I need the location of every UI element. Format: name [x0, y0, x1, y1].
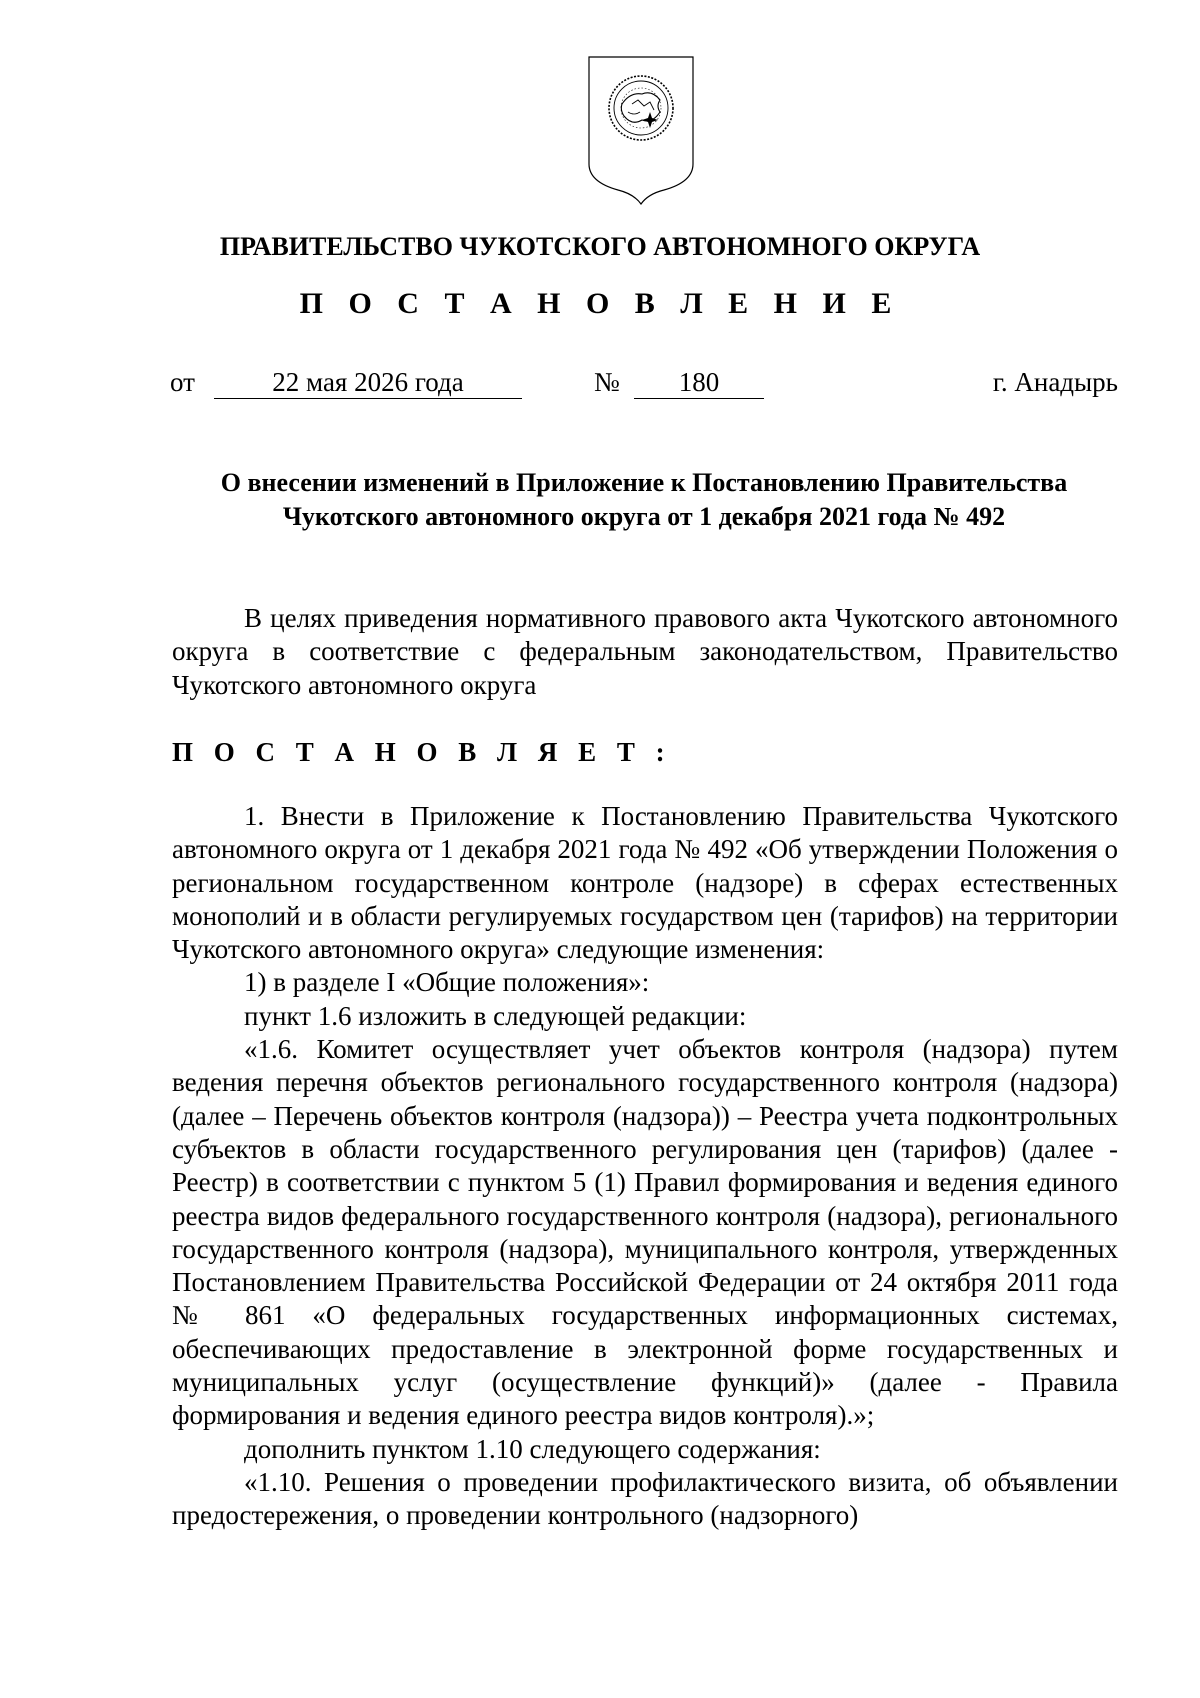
document-body	[172, 800, 1118, 1533]
date-label: от	[170, 367, 195, 397]
subject-line-2: Чукотского автономного округа от 1 декабря 2021 года № 492	[282, 502, 1006, 531]
intro-text: В целях приведения нормативного правового акта Чукотского автономного округа в соответствие с федеральным законодательством, Правительство Чукотского автономного округа	[172, 603, 1118, 700]
intro-paragraph	[172, 602, 1118, 702]
document-city: г. Анадырь	[992, 367, 1118, 397]
chukotka-coat-of-arms-icon	[586, 54, 696, 206]
body-paragraph: 1. Внести в Приложение к Постановлению Правительства Чукотского автономного округа от 1 декабря 2021 года № 492 «Об утверждении Положения о региональном государственном контроле (надзоре) в сферах естественных монополий и в области регулируемых государством цен (тарифов) на территории Чукотского автономного округа» следующие изменения:	[172, 801, 1118, 965]
document-type-heading: П О С Т А Н О В Л Е Н И Е	[299, 287, 901, 320]
subject-line-1: О внесении изменений в Приложение к Постановлению Правительства	[220, 468, 1068, 497]
decree-heading: П О С Т А Н О В Л Я Е Т :	[172, 737, 672, 767]
body-paragraph: дополнить пунктом 1.10 следующего содержания:	[244, 1433, 821, 1464]
document-date: 22 мая 2026 года	[214, 364, 522, 399]
body-paragraph: «1.6. Комитет осуществляет учет объектов контроля (надзора) путем ведения перечня объектов регионального государственного контроля (надзора) (далее – Перечень объектов контроля (надзора)) – Реестра учета подконтрольных субъектов в области государственного регулирования цен (тарифов) (далее - Реестр) в соответствии с пунктом 5 (1) Правил формирования и ведения единого реестра видов федерального государственного контроля (надзора), регионального государственного контроля (надзора), муниципального контроля, утвержденных Постановлением Правительства Российской Федерации от 24 октября 2011 года № 861 «О федеральных государственных информационных системах, обеспечивающих предоставление в электронной форме государственных и муниципальных услуг (осуществление функций)» (далее - Правила формирования и ведения единого реестра видов контроля).»;	[172, 1034, 1118, 1431]
body-paragraph: «1.10. Решения о проведении профилактического визита, об объявлении предостережения, о проведении контрольного (надзорного)	[172, 1466, 1118, 1531]
number-label: №	[594, 367, 620, 397]
body-paragraph: пункт 1.6 изложить в следующей редакции:	[244, 1000, 747, 1031]
document-meta-row	[170, 364, 1118, 400]
document-subject	[170, 466, 1118, 534]
organization-title: ПРАВИТЕЛЬСТВО ЧУКОТСКОГО АВТОНОМНОГО ОКРУГА	[219, 232, 981, 261]
body-paragraph: 1) в разделе I «Общие положения»:	[244, 967, 650, 998]
document-number: 180	[634, 364, 764, 399]
